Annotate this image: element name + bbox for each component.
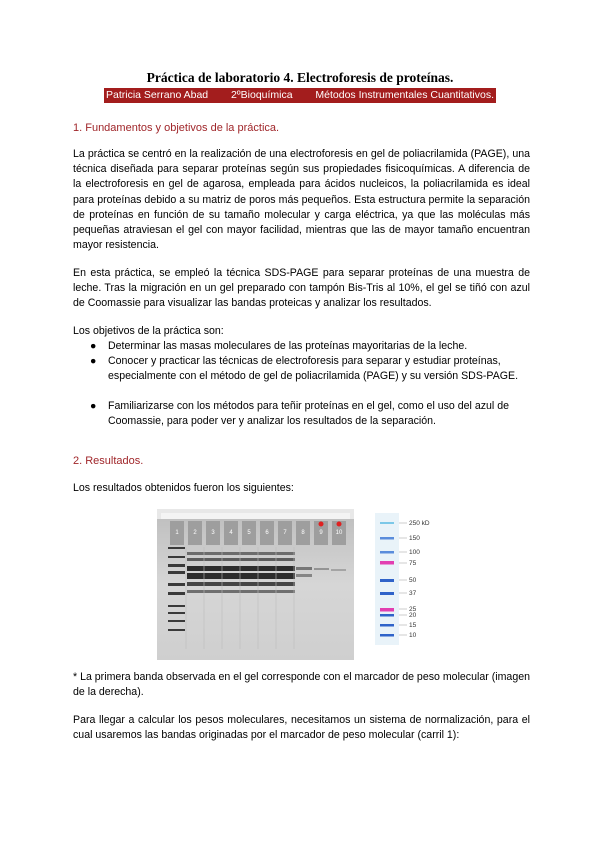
list-item: ● Familiarizarse con los métodos para teñir proteínas en el gel, como el uso del azul de Coomassie, para poder ver y analizar los resultados de la separación. — [90, 399, 510, 427]
bullet-icon: ● — [90, 355, 97, 368]
lane-label: 10 — [335, 530, 343, 536]
results-note: * La primera banda observada en el gel corresponde con el marcador de peso molecular (imagen de la derecha). — [73, 671, 530, 699]
lane-label: 2 — [193, 530, 197, 536]
results-intro: Los resultados obtenidos fueron los siguientes: — [73, 482, 294, 494]
ladder-label: 25 — [409, 606, 417, 613]
lane-label: 7 — [283, 530, 287, 536]
section-heading-1: 1. Fundamentos y objetivos de la práctica. — [73, 122, 280, 134]
author-name: Patricia Serrano Abad — [106, 89, 209, 101]
list-item: ● Determinar las masas moleculares de las proteínas mayoritarias de la leche. — [73, 339, 530, 354]
subject-name: Métodos Instrumentales Cuantitativos. — [315, 89, 494, 101]
lane-label: 9 — [319, 530, 323, 536]
bullet-icon: ● — [90, 340, 97, 352]
objectives-intro: Los objetivos de la práctica son: — [73, 325, 224, 337]
lane-label: 6 — [265, 530, 269, 536]
marker-dot — [337, 522, 342, 527]
paragraph-sds-page: En esta práctica, se empleó la técnica SDS-PAGE para separar proteínas de una muestra de leche. Tras la migración en un gel preparado con tampón Bis-Tris al 10%, el gel se tiñó con azul de Coomassie para visualizar las bandas proteicas y analizar los resultados. — [73, 267, 530, 310]
ladder-label: 37 — [409, 590, 417, 597]
bullet-icon: ● — [90, 399, 97, 412]
lane-label: 8 — [301, 530, 305, 536]
section-heading-2: 2. Resultados. — [73, 455, 144, 467]
document-title: Práctica de laboratorio 4. Electroforesis de proteínas. — [146, 70, 454, 85]
ladder-label: 50 — [409, 577, 417, 584]
objectives-list — [73, 339, 530, 429]
paragraph-fundamentals: La práctica se centró en la realización de una electroforesis en gel de poliacrilamida (PAGE), una técnica diseñada para separar proteínas según sus propiedades fisicoquímicas. A diferencia de la electroforesis en gel de agarosa, empleada para ácidos nucleicos, la poliacrilamida es ideal para proteínas debido a su matriz de poros más pequeños. Esta estructura permite la separación de proteínas en función de su tamaño molecular y carga eléctrica, ya que las moléculas más pequeñas atraviesan el gel con mayor facilidad, mientras que las de mayor tamaño encuentran mayor resistencia. — [73, 148, 530, 252]
list-item: ● Conocer y practicar las técnicas de electroforesis para separar y estudiar proteínas, especialmente con el método de gel de poliacrilamida (PAGE) y su versión SDS-PAGE. — [90, 355, 519, 383]
marker-dot — [319, 522, 324, 527]
normalization-paragraph: Para llegar a calcular los pesos moleculares, necesitamos un sistema de normalización, para el cual usaremos las bandas originadas por el marcador de peso molecular (carril 1): — [73, 714, 530, 742]
ladder-label: 20 — [409, 612, 417, 619]
ladder-label: 75 — [409, 560, 417, 567]
course-name: 2ºBioquímica — [230, 89, 293, 101]
ladder-label: 150 — [409, 535, 420, 542]
ladder-label: 100 — [409, 549, 420, 556]
ladder-image — [371, 509, 463, 649]
lane-label: 4 — [229, 530, 233, 536]
lane-label: 3 — [211, 530, 215, 536]
ladder-label: 10 — [409, 632, 417, 639]
author-banner — [104, 88, 496, 103]
lane-label: 5 — [247, 530, 251, 536]
ladder-label: 250 kD — [409, 520, 430, 527]
ladder-label: 15 — [409, 622, 417, 629]
lane-label: 1 — [175, 530, 179, 536]
gel-image — [157, 509, 354, 660]
